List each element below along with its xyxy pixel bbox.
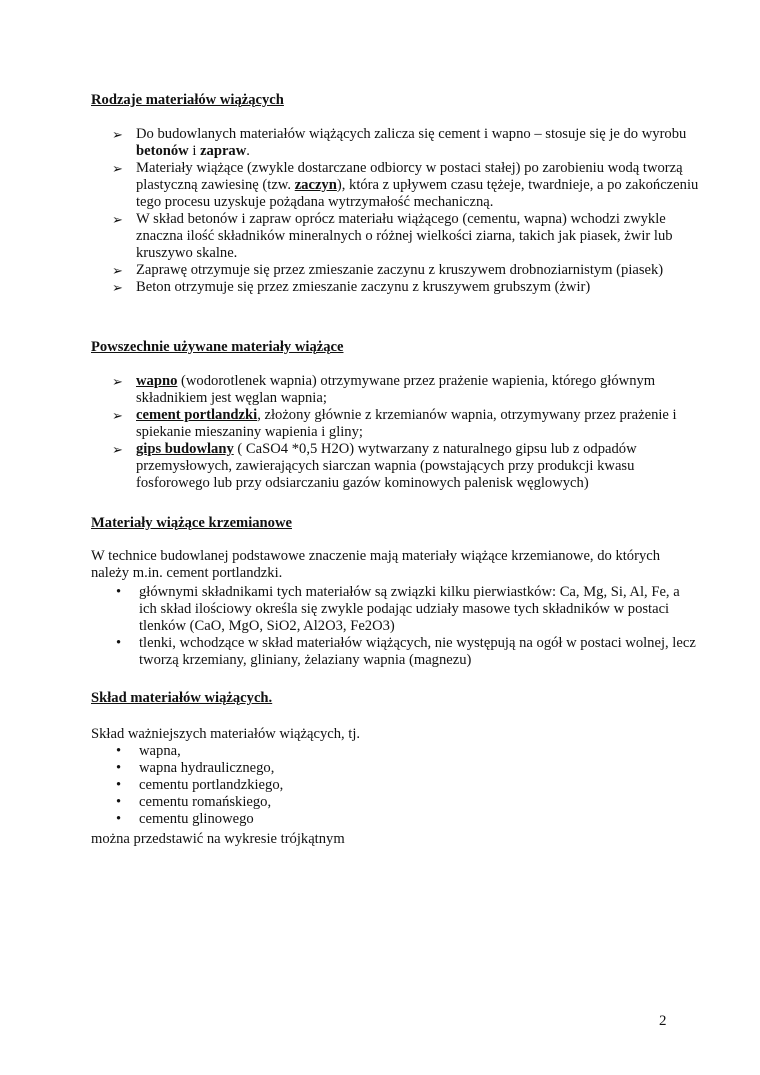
page-number: 2 (659, 1013, 667, 1029)
arrow-bullet-icon: ➢ (112, 280, 123, 295)
list-item: • wapna hydraulicznego, (116, 760, 275, 776)
heading-rodzaje: Rodzaje materiałów wiążących (91, 92, 284, 108)
list-item: ➢ cement portlandzki, złożony głównie z krzemianów wapnia, otrzymywany przez prażenie i spiekanie mieszaniny wapienia i gliny; (112, 407, 677, 440)
bullet-dot-icon: • (116, 584, 122, 600)
list-item: ➢ wapno (wodorotlenek wapnia) otrzymywane przez prażenie wapienia, którego głównym składnikiem jest węglan wapnia; (112, 373, 656, 406)
heading-powszechnie: Powszechnie używane materiały wiążące (91, 339, 344, 355)
bullet-dot-icon: • (116, 777, 122, 793)
list-powszechnie (0, 373, 700, 492)
arrow-bullet-icon: ➢ (112, 127, 123, 142)
list-item: ➢ Do budowlanych materiałów wiążących zalicza się cement i wapno – stosuje się je do wyrobu betonów i zapraw. (112, 126, 687, 159)
arrow-bullet-icon: ➢ (112, 408, 123, 423)
list-item: ➢ Zaprawę otrzymuje się przez zmieszanie zaczynu z kruszywem drobnoziarnistym (piasek) (112, 262, 664, 278)
arrow-bullet-icon: ➢ (112, 263, 123, 278)
list-krzemianowe (0, 584, 700, 669)
bullet-dot-icon: • (116, 760, 122, 776)
list-item: ➢ Materiały wiążące (zwykle dostarczane odbiorcy w postaci stałej) po zarobieniu wodą tworzą plastyczną zawiesinę (tzw. zaczyn), która z upływem czasu tężeje, twardnieje, a po zakończeniu tego procesu uzyskuje pożądana wytrzymałość mechaniczną. (112, 160, 699, 210)
list-item: ➢ W skład betonów i zapraw oprócz materiału wiążącego (cementu, wapna) wchodzi zwykle znaczna ilość składników mineralnych o różnej wielkości ziarna, takich jak piasek, żwir lub kruszywo skalne. (112, 211, 673, 261)
arrow-bullet-icon: ➢ (112, 374, 123, 389)
list-rodzaje (0, 126, 700, 296)
bullet-dot-icon: • (116, 794, 122, 810)
list-item: • cementu romańskiego, (116, 794, 272, 810)
arrow-bullet-icon: ➢ (112, 161, 123, 176)
bullet-dot-icon: • (116, 635, 122, 651)
list-sklad (0, 743, 700, 828)
list-item: • tlenki, wchodzące w skład materiałów wiążących, nie występują na ogół w postaci wolnej, lecz tworzą krzemiany, gliniany, żelaziany wapnia (magnezu) (116, 635, 696, 668)
list-item: • cementu glinowego (116, 811, 254, 827)
list-item: • głównymi składnikami tych materiałów są związki kilku pierwiastków: Ca, Mg, Si, Al, Fe, a ich skład ilościowy określa się zwykle podając udziały masowe tych składników w postaci tlenków (CaO, MgO, SiO2, Al2O3, Fe2O3) (116, 584, 680, 634)
list-item: ➢ gips budowlany ( CaSO4 *0,5 H2O) wytwarzany z naturalnego gipsu lub z odpadów przemysłowych, zawierających siarczan wapnia (powstających przy produkcji kwasu fosforowego lub przy odsiarczaniu gazów kominowych palenisk węglowych) (112, 441, 637, 491)
paragraph-sklad: Skład ważniejszych materiałów wiążących, tj. (91, 726, 361, 742)
heading-sklad: Skład materiałów wiążących. (91, 690, 273, 706)
arrow-bullet-icon: ➢ (112, 212, 123, 227)
paragraph-outro: można przedstawić na wykresie trójkątnym (91, 831, 345, 847)
heading-krzemianowe: Materiały wiążące krzemianowe (91, 515, 292, 531)
paragraph-krzemianowe: W technice budowlanej podstawowe znaczenie mają materiały wiążące krzemianowe, do których należy m.in. cement portlandzki. (91, 548, 661, 581)
list-item: • cementu portlandzkiego, (116, 777, 284, 793)
arrow-bullet-icon: ➢ (112, 442, 123, 457)
list-item: ➢ Beton otrzymuje się przez zmieszanie zaczynu z kruszywem grubszym (żwir) (112, 279, 591, 295)
list-item: • wapna, (116, 743, 181, 759)
bullet-dot-icon: • (116, 811, 122, 827)
bullet-dot-icon: • (116, 743, 122, 759)
